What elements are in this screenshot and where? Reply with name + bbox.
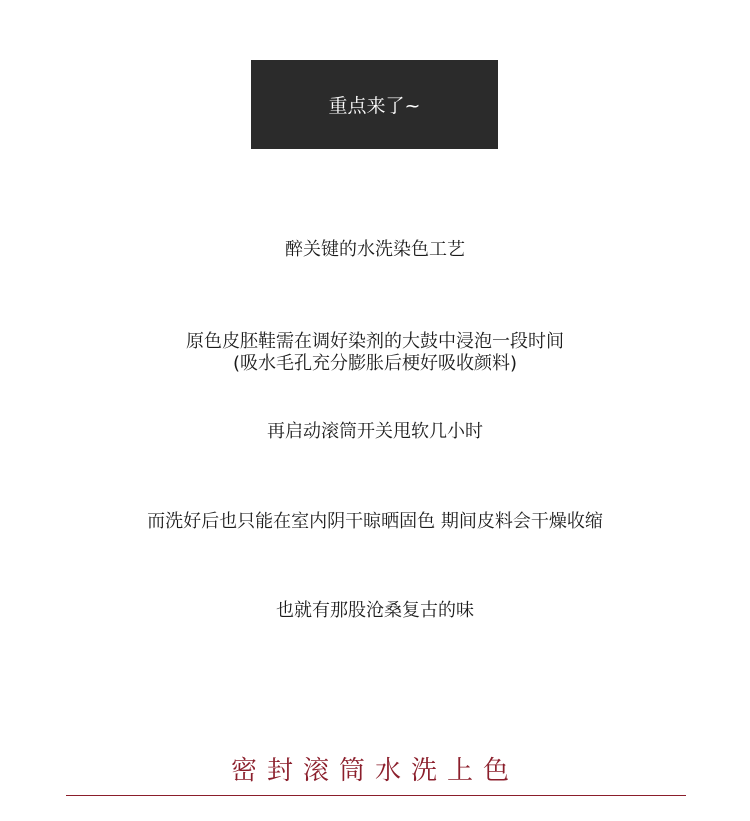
paragraph-soak-drum: 原色皮胚鞋需在调好染剂的大鼓中浸泡一段时间	[186, 331, 564, 352]
paragraph-key-process: 醉关键的水洗染色工艺	[285, 239, 465, 260]
paragraph-dry: 而洗好后也只能在室内阴干晾晒固色 期间皮料会干燥收缩	[147, 511, 603, 532]
highlight-banner	[251, 60, 498, 149]
section-divider	[66, 795, 686, 796]
paragraph-vintage: 也就有那股沧桑复古的味	[276, 600, 474, 621]
paragraph-soak-note: (吸水毛孔充分膨胀后梗好吸收颜料)	[232, 353, 518, 374]
section-title: 密封滚筒水洗上色	[230, 756, 519, 786]
banner-title: 重点来了~	[328, 95, 421, 117]
paragraph-tumble: 再启动滚筒开关甩软几小时	[267, 421, 483, 442]
